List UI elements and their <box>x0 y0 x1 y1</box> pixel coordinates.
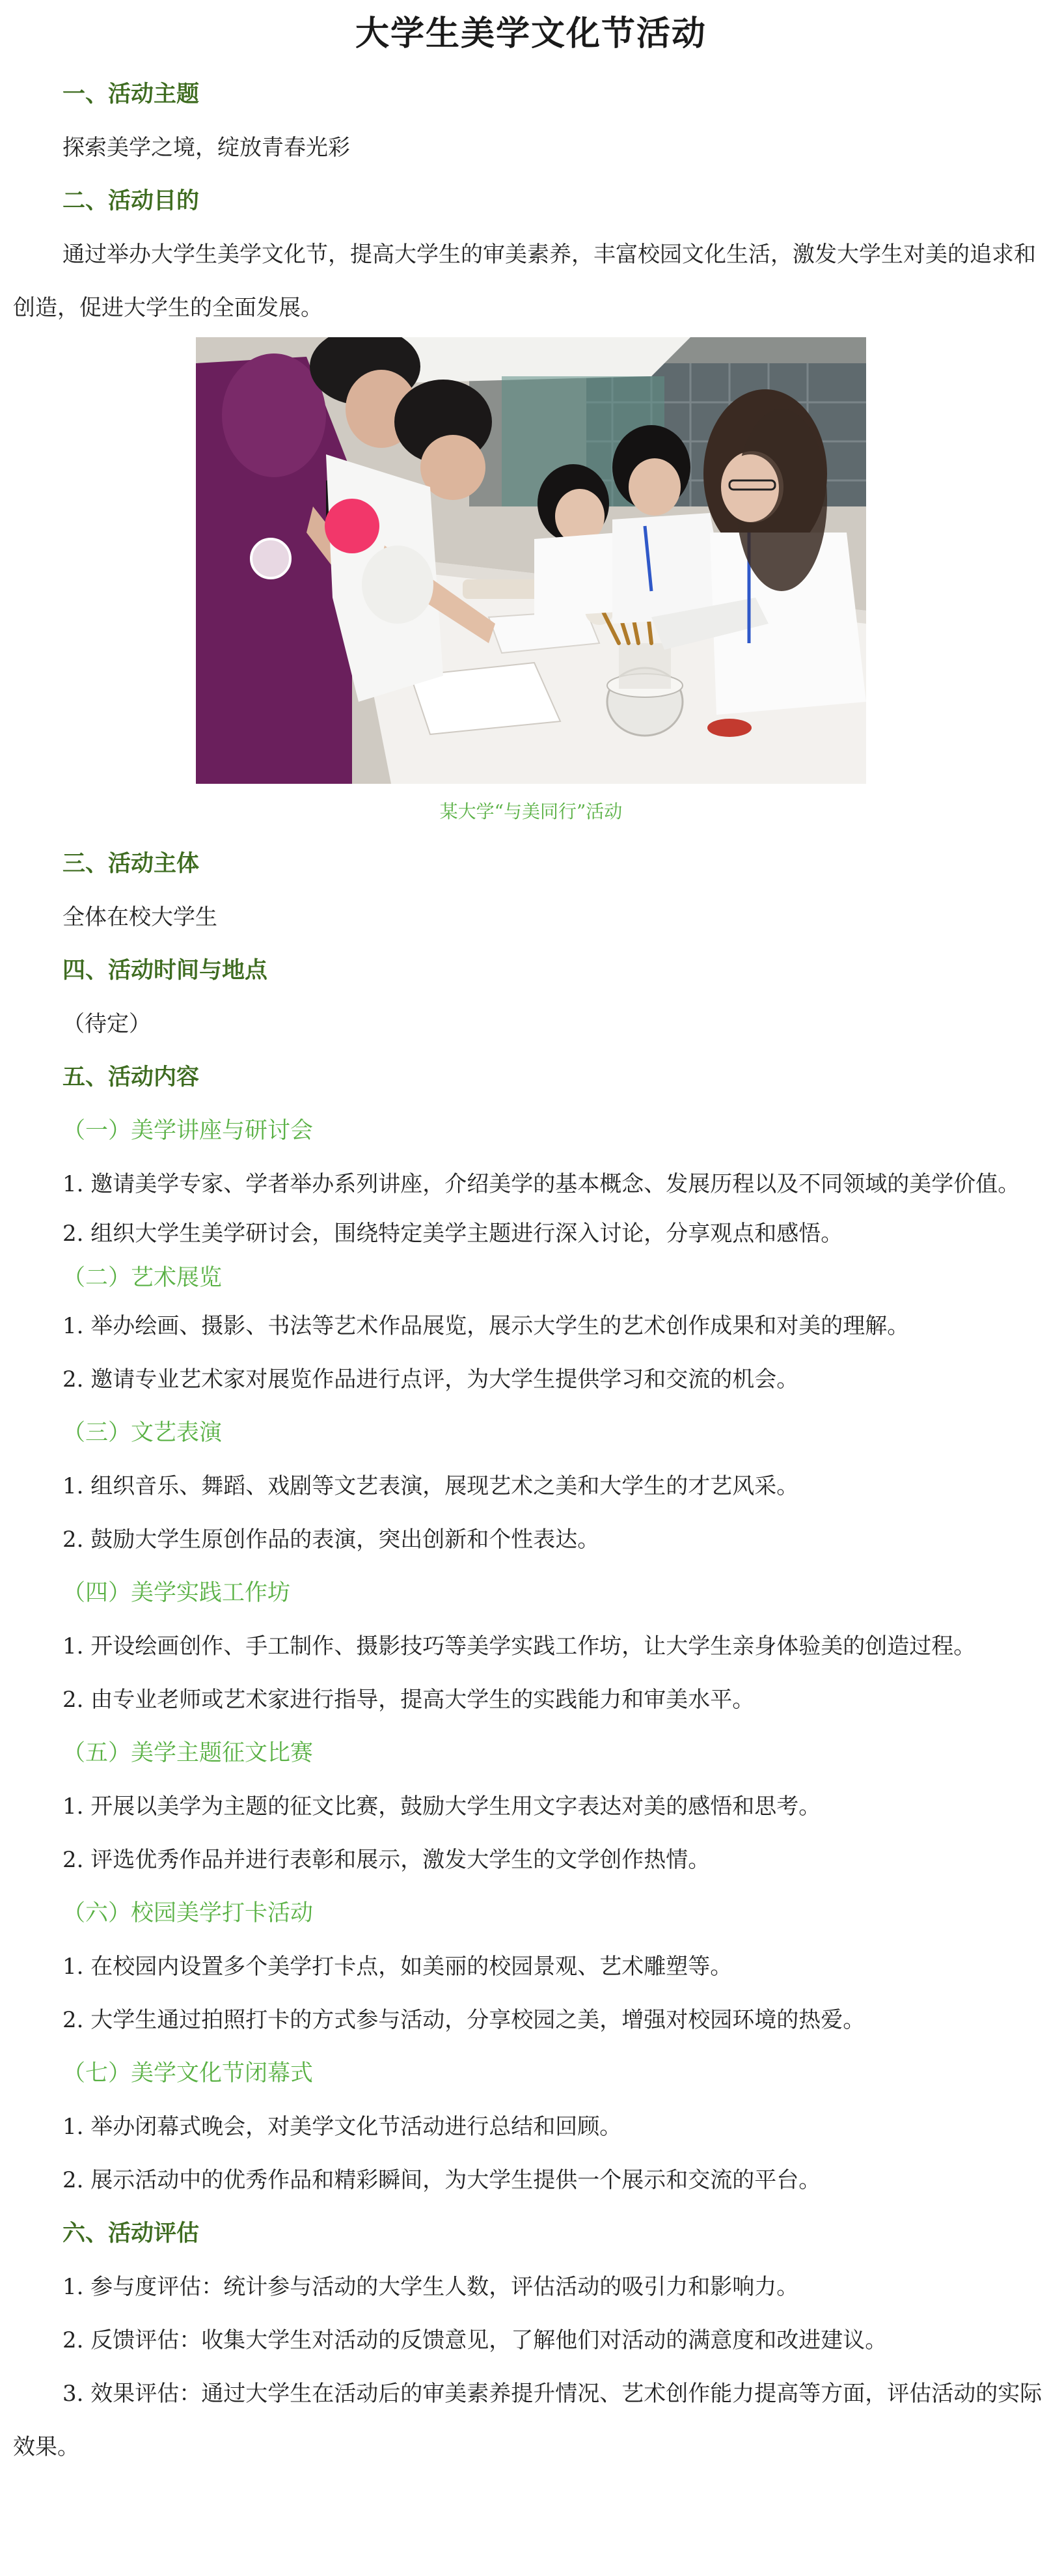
section-heading-evaluation: 六、活动评估 <box>62 2220 200 2247</box>
list-item: 1. 邀请美学专家、学者举办系列讲座，介绍美学的基本概念、发展历程以及不同领域的美学价值。 <box>62 1171 1020 1197</box>
list-item: 1. 开展以美学为主题的征文比赛，鼓励大学生用文字表达对美的感悟和思考。 <box>62 1794 821 1820</box>
subsection-heading-essay-contest: （五）美学主题征文比赛 <box>62 1740 314 1766</box>
list-item: 1. 举办绘画、摄影、书法等艺术作品展览，展示大学生的艺术创作成果和对美的理解。 <box>62 1313 910 1339</box>
subsection-heading-lectures: （一）美学讲座与研讨会 <box>62 1118 314 1144</box>
list-item: 2. 鼓励大学生原创作品的表演，突出创新和个性表达。 <box>62 1527 600 1553</box>
section-text-participants: 全体在校大学生 <box>62 904 217 930</box>
list-item: 2. 展示活动中的优秀作品和精彩瞬间，为大学生提供一个展示和交流的平台。 <box>62 2167 821 2193</box>
list-item: 1. 参与度评估：统计参与活动的大学生人数，评估活动的吸引力和影响力。 <box>62 2274 799 2300</box>
section-heading-theme: 一、活动主题 <box>62 81 200 107</box>
section-heading-content: 五、活动内容 <box>62 1064 200 1090</box>
section-text-theme: 探索美学之境，绽放青春光彩 <box>62 135 350 161</box>
list-item: 1. 组织音乐、舞蹈、戏剧等文艺表演，展现艺术之美和大学生的才艺风采。 <box>62 1473 799 1499</box>
list-item: 2. 组织大学生美学研讨会，围绕特定美学主题进行深入讨论，分享观点和感悟。 <box>62 1221 843 1247</box>
list-item: 1. 在校园内设置多个美学打卡点，如美丽的校园景观、艺术雕塑等。 <box>62 1954 733 1980</box>
list-item: 2. 反馈评估：收集大学生对活动的反馈意见，了解他们对活动的满意度和改进建议。 <box>62 2327 888 2353</box>
subsection-heading-performance: （三）文艺表演 <box>62 1420 223 1446</box>
list-item: 2. 由专业老师或艺术家进行指导，提高大学生的实践能力和审美水平。 <box>62 1687 755 1713</box>
section-heading-purpose: 二、活动目的 <box>62 187 200 214</box>
list-item: 2. 评选优秀作品并进行表彰和展示，激发大学生的文学创作热情。 <box>62 1847 711 1873</box>
section-heading-time-place: 四、活动时间与地点 <box>62 957 268 984</box>
list-item: 1. 举办闭幕式晚会，对美学文化节活动进行总结和回顾。 <box>62 2114 622 2140</box>
list-item: 2. 邀请专业艺术家对展览作品进行点评，为大学生提供学习和交流的机会。 <box>62 1366 799 1392</box>
photo-caption: 某大学“与美同行”活动 <box>439 801 623 822</box>
section-text-time-place: （待定） <box>62 1011 151 1037</box>
subsection-heading-checkin: （六）校园美学打卡活动 <box>62 1900 314 1926</box>
subsection-heading-exhibition: （二）艺术展览 <box>62 1265 223 1291</box>
list-item: 2. 大学生通过拍照打卡的方式参与活动，分享校园之美，增强对校园环境的热爱。 <box>62 2007 865 2033</box>
document-title: 大学生美学文化节活动 <box>355 14 707 53</box>
subsection-heading-workshop: （四）美学实践工作坊 <box>62 1580 291 1606</box>
section-text-purpose: 通过举办大学生美学文化节，提高大学生的审美素养，丰富校园文化生活，激发大学生对美的追求和创造，促进大学生的全面发展。 <box>13 242 1036 321</box>
section-heading-participants: 三、活动主体 <box>62 850 200 877</box>
event-photo <box>196 337 866 784</box>
list-item: 3. 效果评估：通过大学生在活动后的审美素养提升情况、艺术创作能力提高等方面，评估活动的实际效果。 <box>13 2381 1042 2460</box>
photo-figure <box>13 337 1049 786</box>
list-item: 1. 开设绘画创作、手工制作、摄影技巧等美学实践工作坊，让大学生亲身体验美的创造过程。 <box>62 1633 976 1659</box>
subsection-heading-closing: （七）美学文化节闭幕式 <box>62 2060 314 2086</box>
